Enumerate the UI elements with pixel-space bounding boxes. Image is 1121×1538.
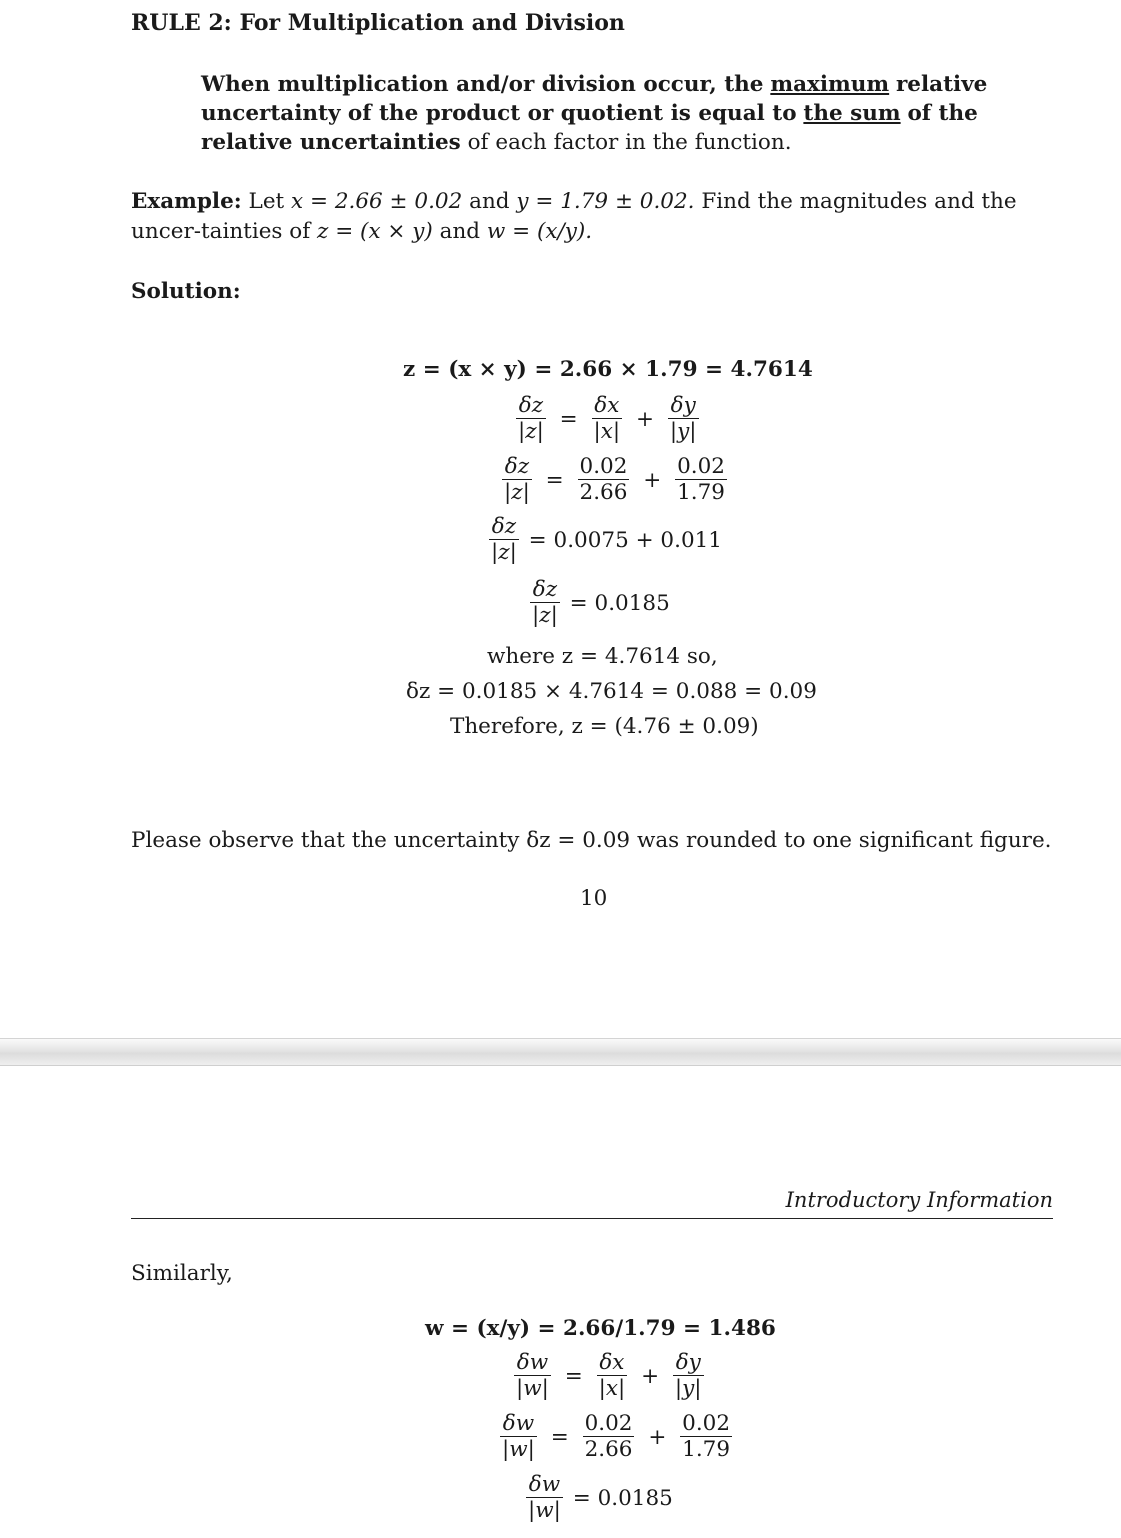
fraction (583, 1412, 635, 1463)
fraction (514, 1351, 551, 1402)
w-equation: w = (x/y) = 2.66/1.79 = 1.486 (425, 1316, 776, 1341)
fraction (516, 394, 546, 445)
header-rule (131, 1218, 1053, 1219)
rule-text-3: of the relative uncertainties (201, 101, 978, 155)
numerator: δw (528, 1472, 561, 1497)
fraction (680, 1412, 732, 1463)
denominator: |z| (491, 540, 517, 565)
denominator: 1.79 (677, 480, 725, 505)
denominator: |z| (518, 419, 544, 444)
plus-sign: + (643, 468, 662, 493)
denominator: 2.66 (579, 480, 628, 505)
denominator: |w| (516, 1376, 549, 1401)
equals-sign: = (564, 1364, 583, 1389)
fraction (578, 455, 630, 506)
rule-text-1: When multiplication and/or division occur, the (201, 72, 764, 97)
numerator: δx (594, 393, 620, 418)
w-relative-formula (511, 1351, 707, 1402)
numerator: 0.02 (682, 1411, 731, 1436)
numerator: δz (532, 577, 558, 602)
numerator: δz (491, 514, 517, 539)
similarly-text: Similarly, (131, 1261, 233, 1286)
plus-sign: + (641, 1364, 660, 1389)
denominator: |w| (528, 1498, 561, 1523)
example-text-1: Let (248, 189, 285, 214)
numerator: δw (516, 1350, 549, 1375)
numerator: 0.02 (677, 454, 725, 479)
y-definition: y = 1.79 ± 0.02. (516, 189, 695, 214)
w-substitution (497, 1412, 735, 1463)
fraction (502, 455, 532, 506)
z-relative-formula (513, 394, 702, 445)
fraction (673, 1351, 704, 1402)
z-step-4 (527, 578, 670, 629)
example-text-3: Find the magnitudes and the uncer-tainties of (131, 189, 1017, 244)
z-step-4-rhs: = 0.0185 (569, 591, 670, 616)
numerator: δy (675, 1350, 701, 1375)
numerator: δy (670, 393, 696, 418)
rule-title: RULE 2: For Multiplication and Division (131, 10, 625, 36)
rounding-note: Please observe that the uncertainty δz = 0.09 was rounded to one significant figure. (131, 828, 1052, 853)
numerator: δx (599, 1350, 625, 1375)
equals-sign: = (550, 1425, 569, 1450)
running-header: Introductory Information (785, 1188, 1053, 1212)
rule-text-sum: the sum (803, 101, 901, 126)
numerator: 0.02 (579, 454, 628, 479)
rule-text-2: relative uncertainty of the product or quotient is equal to (201, 72, 988, 126)
w-step-3 (523, 1473, 673, 1524)
dz-calculation: δz = 0.0185 × 4.7614 = 0.088 = 0.09 (406, 679, 817, 704)
rule-text-maximum: maximum (770, 72, 890, 97)
numerator: δz (504, 454, 530, 479)
example-text-4: and (439, 219, 481, 244)
denominator: 1.79 (682, 1437, 731, 1462)
z-equation: z = (x × y) = 2.66 × 1.79 = 4.7614 (403, 357, 813, 382)
denominator: |z| (504, 480, 530, 505)
fraction (597, 1351, 628, 1402)
page-number: 10 (580, 886, 608, 911)
fraction (500, 1412, 537, 1463)
example-label: Example: (131, 189, 242, 214)
solution-label: Solution: (131, 279, 241, 304)
example-paragraph (131, 187, 1061, 247)
plus-sign: + (648, 1425, 667, 1450)
w-definition: w = (x/y). (486, 219, 593, 244)
numerator: 0.02 (584, 1411, 633, 1436)
z-definition: z = (x × y) (317, 219, 433, 244)
denominator: |z| (532, 603, 558, 628)
denominator: |x| (598, 1376, 626, 1401)
therefore-line: Therefore, z = (4.76 ± 0.09) (450, 714, 759, 739)
z-step-3 (486, 515, 722, 566)
numerator: δz (518, 393, 544, 418)
fraction (668, 394, 699, 445)
fraction (592, 394, 623, 445)
denominator: |w| (502, 1437, 535, 1462)
page-divider (0, 1038, 1121, 1066)
w-step-3-rhs: = 0.0185 (572, 1486, 673, 1511)
fraction (675, 455, 727, 506)
rule-text-4: of each factor in the function. (467, 130, 792, 155)
example-text-2: and (469, 189, 510, 214)
fraction (489, 515, 519, 566)
denominator: |y| (669, 419, 697, 444)
equals-sign: = (545, 468, 564, 493)
z-step-3-rhs: = 0.0075 + 0.011 (528, 528, 722, 553)
where-line: where z = 4.7614 so, (487, 644, 718, 669)
equals-sign: = (559, 407, 578, 432)
z-substitution (499, 455, 730, 506)
rule-statement (201, 70, 1001, 157)
numerator: δw (502, 1411, 535, 1436)
denominator: 2.66 (584, 1437, 633, 1462)
fraction (530, 578, 560, 629)
plus-sign: + (636, 407, 655, 432)
x-definition: x = 2.66 ± 0.02 (291, 189, 463, 214)
denominator: |y| (674, 1376, 702, 1401)
denominator: |x| (593, 419, 621, 444)
fraction (526, 1473, 563, 1524)
